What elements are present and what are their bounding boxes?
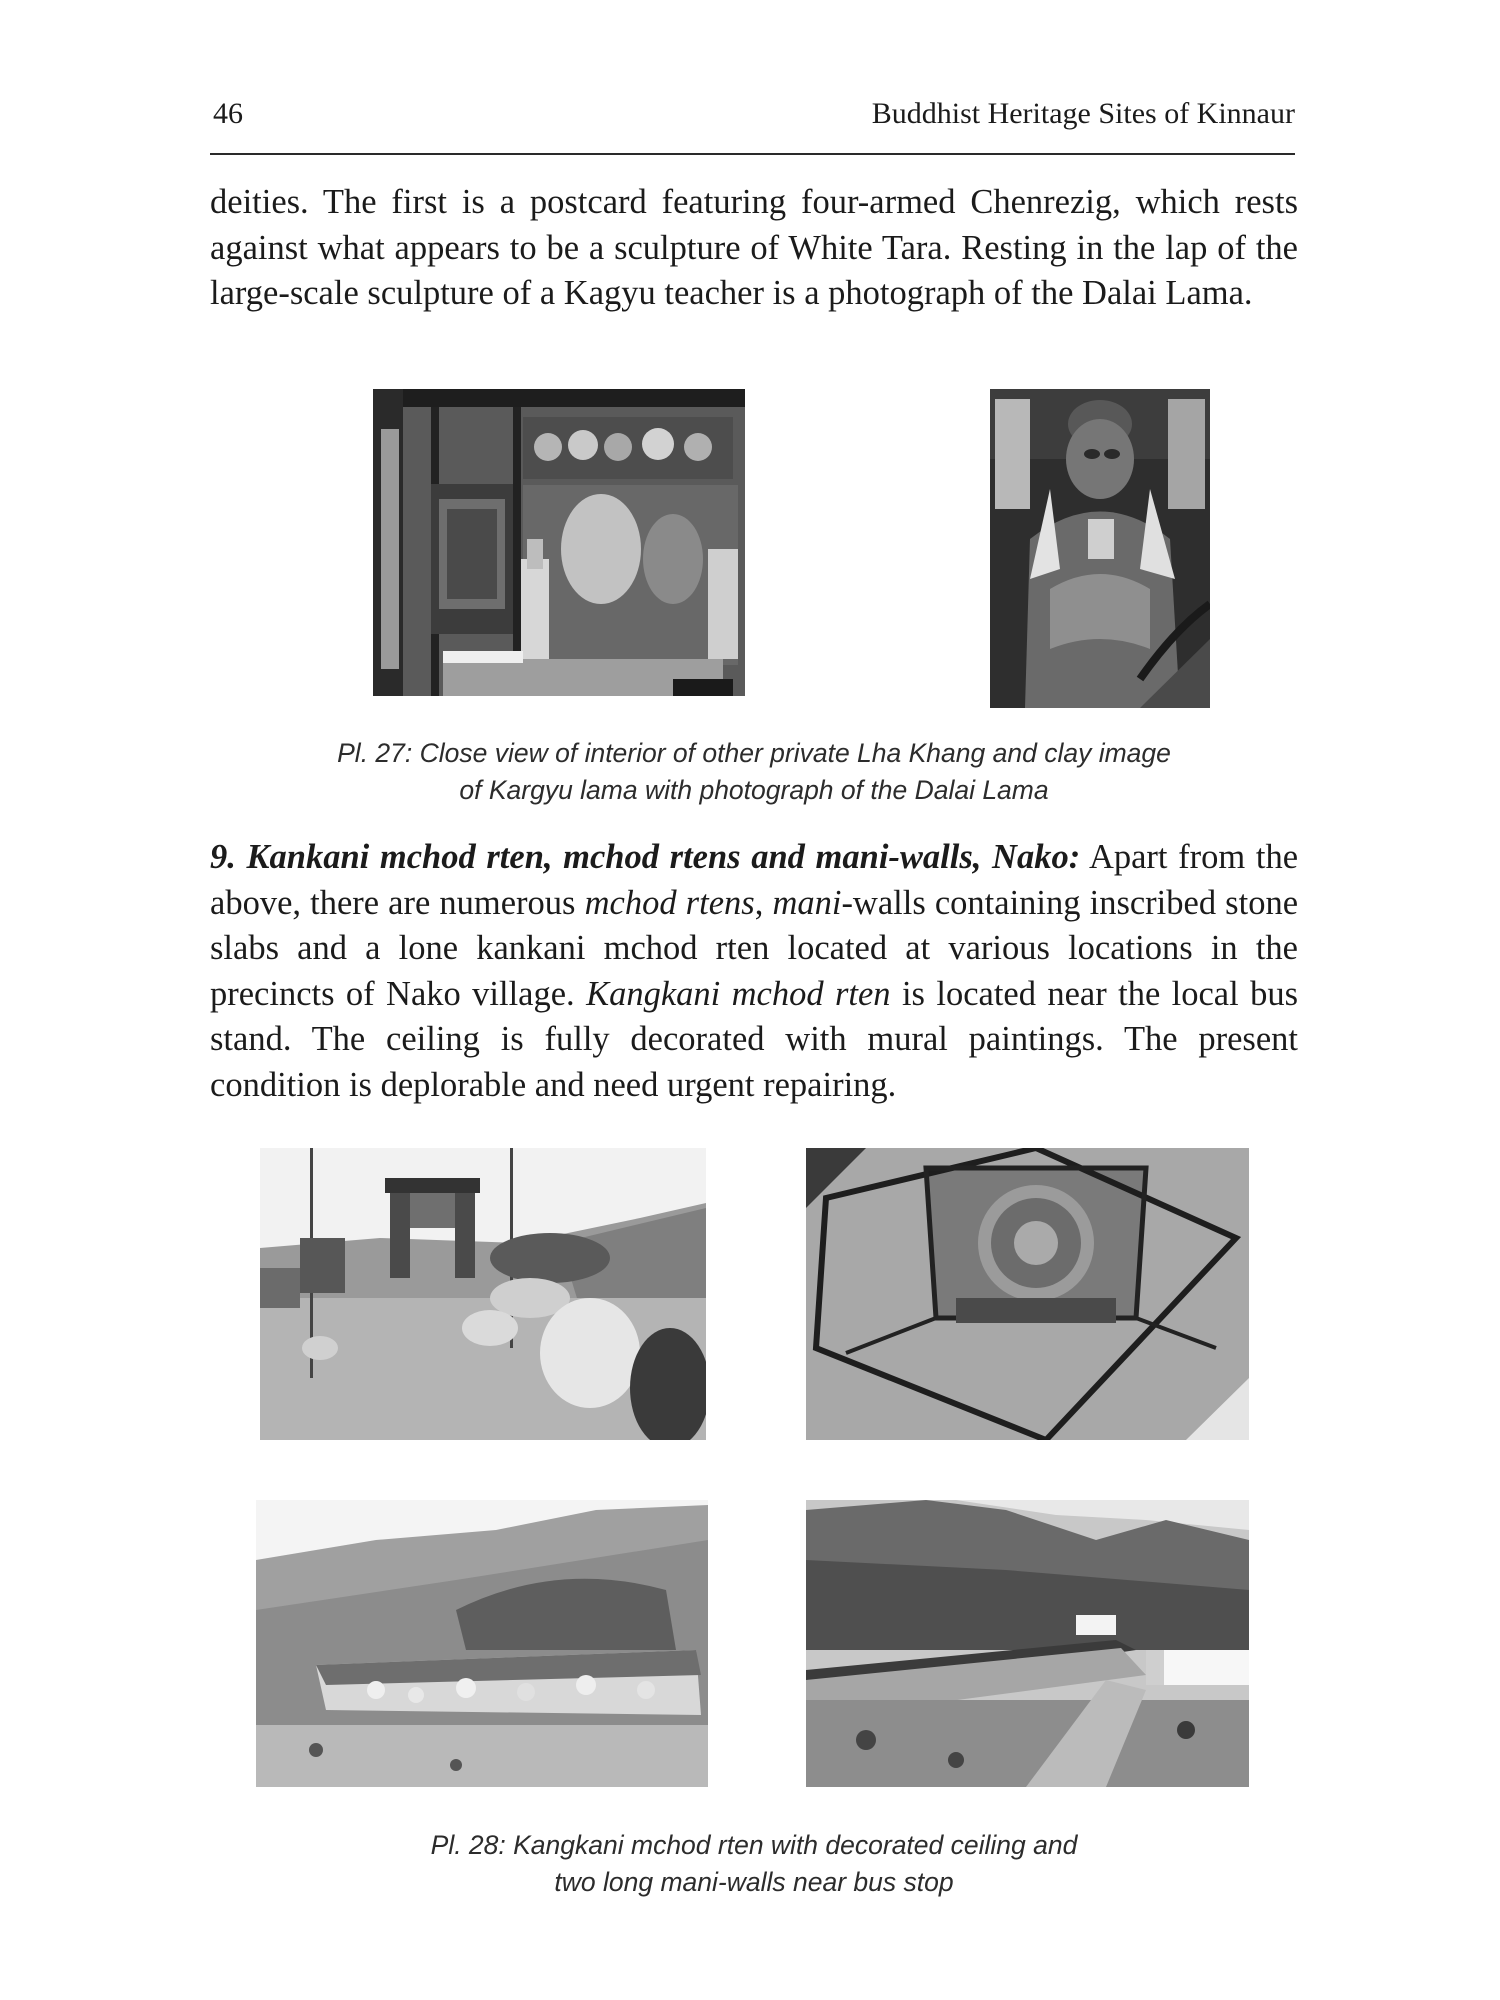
plate-27-caption-line-1: Pl. 27: Close view of interior of other private Lha Khang and clay image: [337, 738, 1171, 768]
header-rule: [210, 153, 1295, 155]
section-9-text-4: is located near the local bus stand. The ceiling is fully decorated with mural paintings. The present condition is deplorable and need urgent repairing.: [210, 974, 1299, 1104]
plate-27-caption: [210, 735, 1298, 809]
term-kangkani-mchod-rten: Kangkani mchod rten: [586, 974, 891, 1013]
photo-lha-khang-interior: [373, 389, 745, 696]
plate-28-caption-line-1: Pl. 28: Kangkani mchod rten with decorated ceiling and: [430, 1830, 1078, 1860]
photo-long-mani-wall-hillside: [256, 1500, 708, 1787]
body-paragraph-1: deities. The first is a postcard featuring four-armed Chenrezig, which rests against what appears to be a sculpture of White Tara. Resting in the lap of the large-scale sculpture of a Kagyu teacher is a photograph of the Dalai Lama.: [210, 183, 1298, 312]
section-9-heading: 9. Kankani mchod rten, mchod rtens and mani-walls, Nako:: [210, 838, 1081, 876]
plate-28-caption: [210, 1827, 1298, 1901]
term-mchod-rtens: mchod rtens: [584, 883, 755, 922]
photo-kargyu-lama-clay-image: [990, 389, 1210, 708]
section-9-text-2: ,: [754, 883, 773, 922]
photo-decorated-ceiling: [806, 1148, 1249, 1440]
section-9-text-3: -walls containing inscribed stone slabs and a lone kankani mchod rten located at various locations in the precincts of Nako village.: [210, 883, 1299, 1013]
photo-mani-wall-near-bus-stop: [806, 1500, 1249, 1787]
plate-28-caption-line-2: two long mani-walls near bus stop: [554, 1867, 954, 1897]
photo-kangkani-mchod-rten: [260, 1148, 706, 1440]
section-9-paragraph: [210, 835, 1298, 1108]
section-9-text-1: Apart from the above, there are numerous: [210, 838, 1299, 922]
page-number: 46: [213, 97, 243, 130]
term-mani: mani: [772, 883, 842, 922]
running-title: Buddhist Heritage Sites of Kinnaur: [871, 97, 1295, 130]
plate-27-caption-line-2: of Kargyu lama with photograph of the Dalai Lama: [459, 775, 1049, 805]
